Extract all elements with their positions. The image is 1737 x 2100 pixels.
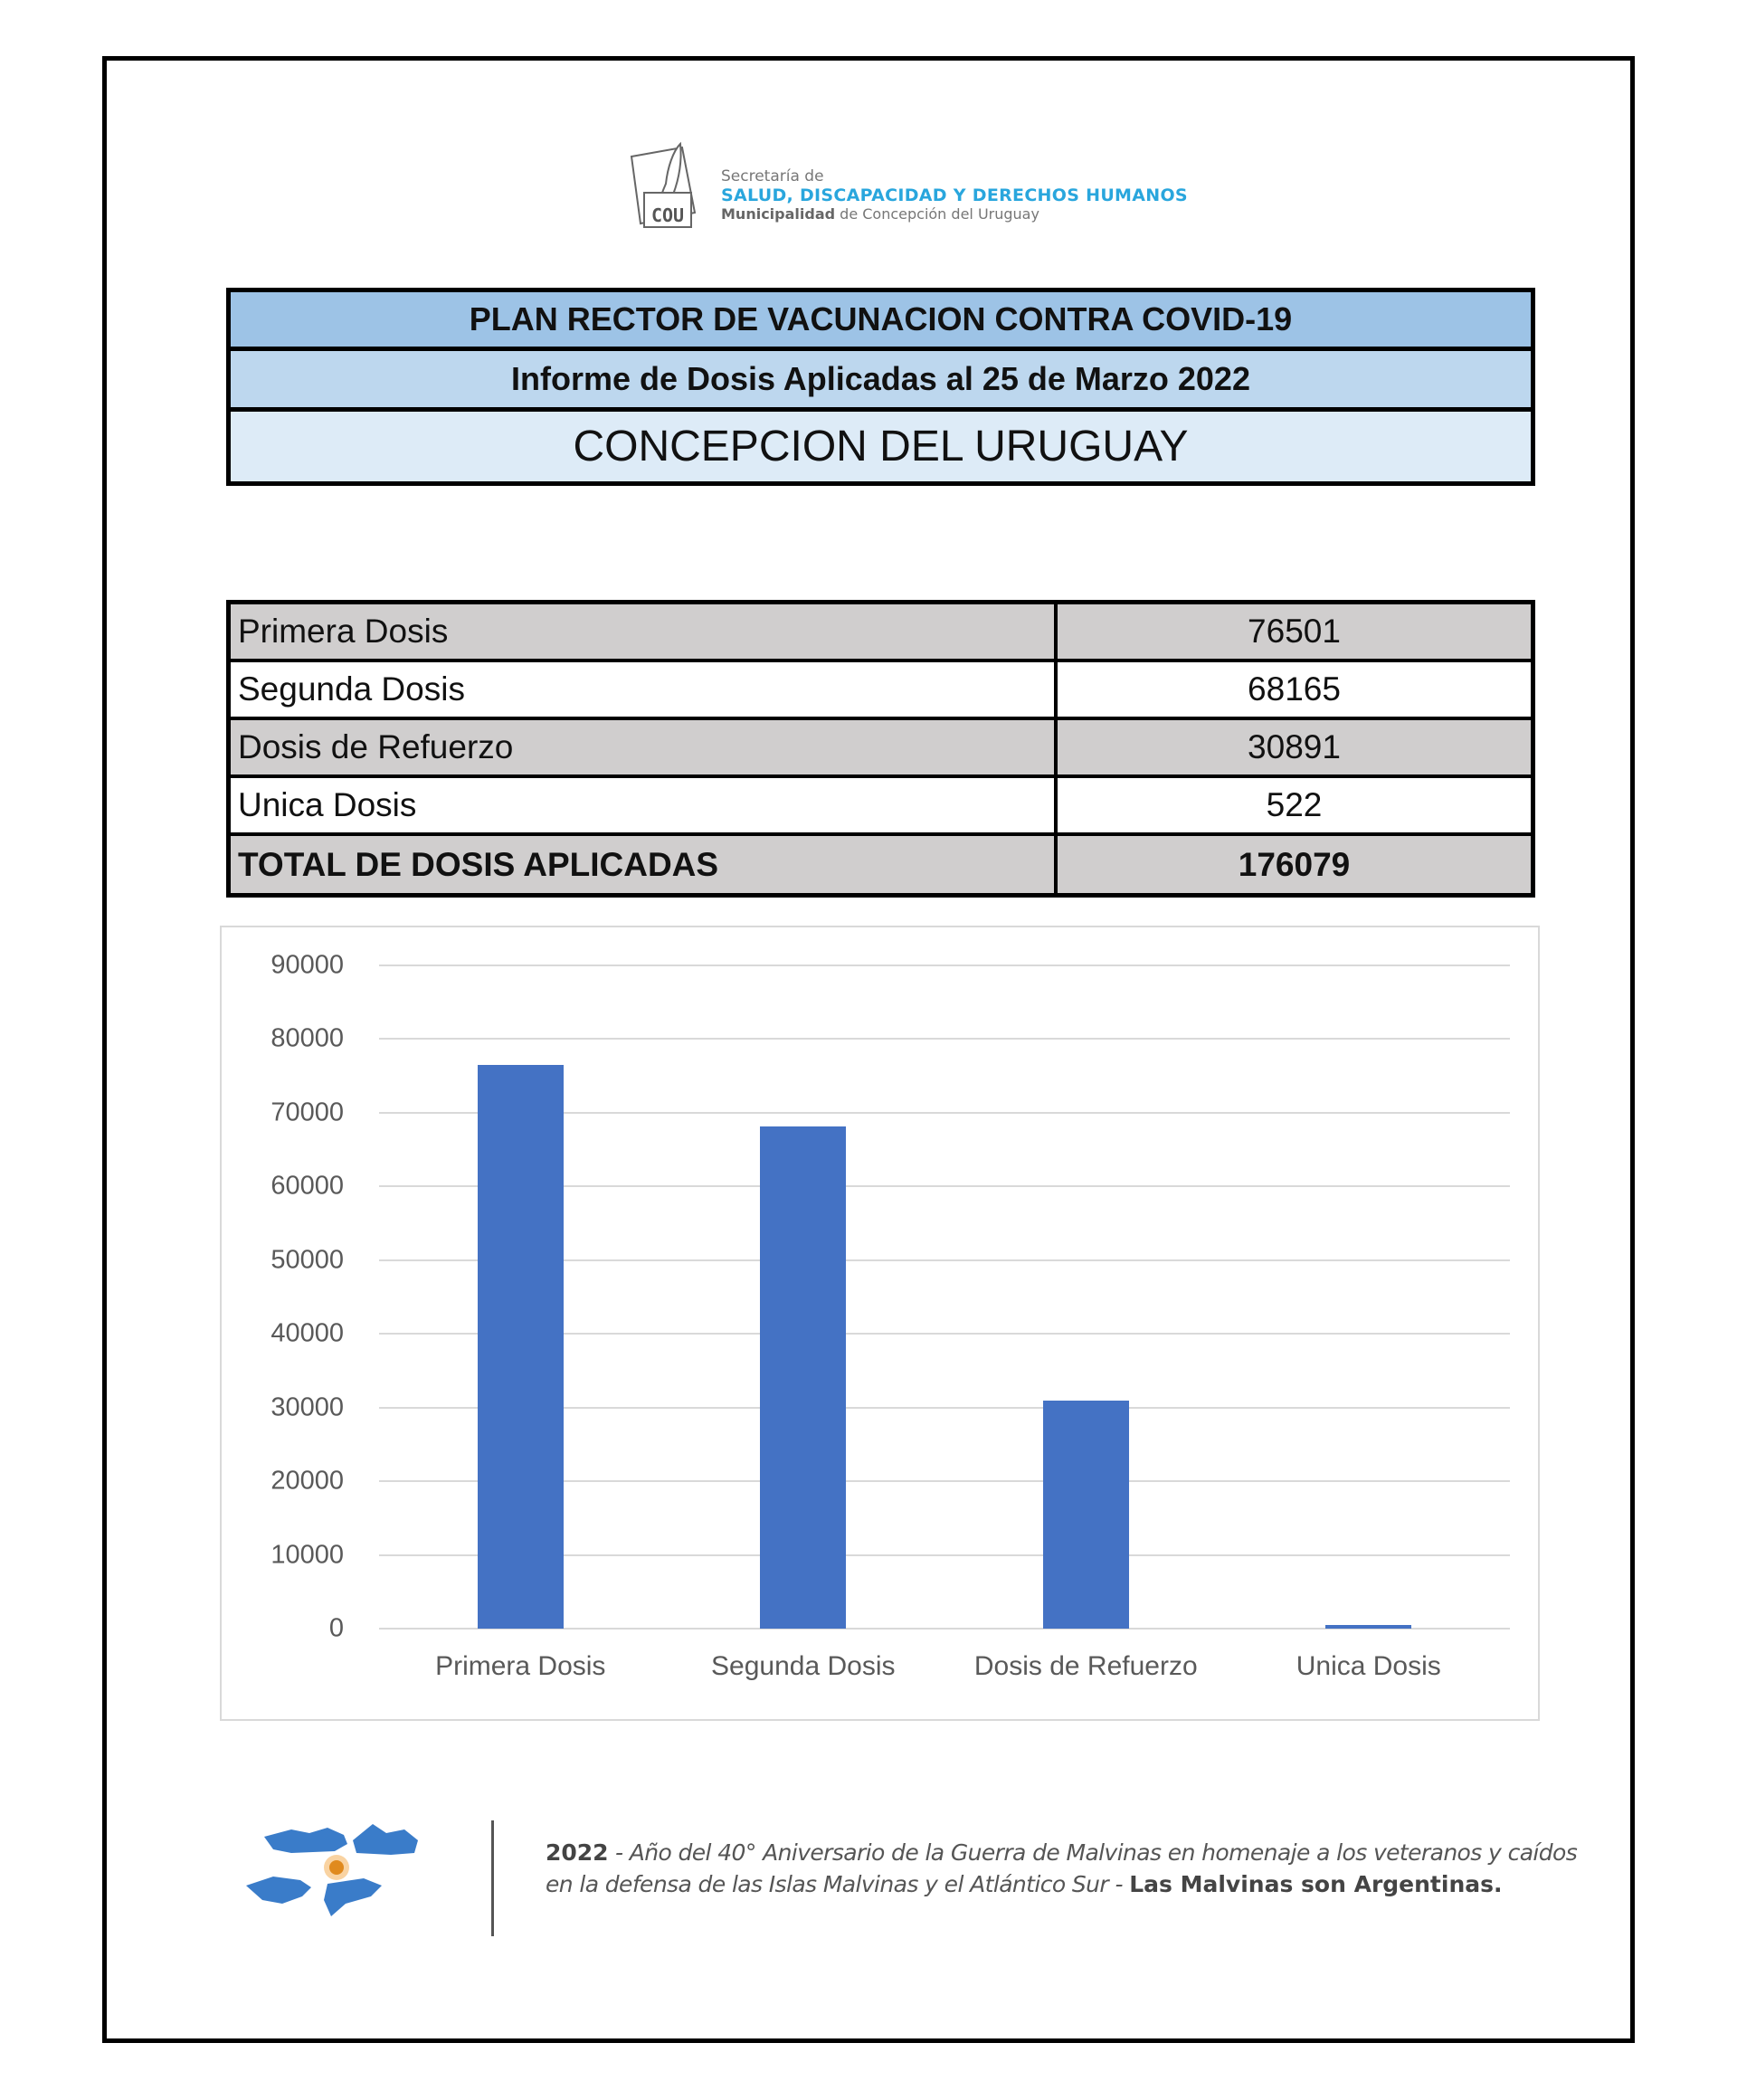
total-value: 176079 (1238, 845, 1351, 883)
secretaria-logo (626, 140, 1241, 231)
row-label: Dosis de Refuerzo (231, 720, 1058, 774)
x-axis-category-label: Segunda Dosis (711, 1651, 896, 1681)
y-axis-tick-label: 60000 (271, 1171, 344, 1201)
y-axis-tick-label: 10000 (271, 1540, 344, 1570)
logo-municipality: Municipalidad de Concepción del Uruguay (721, 205, 1039, 223)
bar-dosis-de-refuerzo (1043, 1401, 1129, 1629)
row-value: 30891 (1248, 728, 1341, 765)
x-axis-category-label: Unica Dosis (1296, 1651, 1441, 1681)
bar-unica-dosis (1325, 1625, 1411, 1629)
table-row (231, 778, 1531, 836)
title-table (226, 288, 1535, 486)
doses-table (226, 600, 1535, 898)
table-row (231, 720, 1531, 778)
plan-title: PLAN RECTOR DE VACUNACION CONTRA COVID-19 (231, 292, 1531, 351)
y-axis-tick-label: 80000 (271, 1023, 344, 1053)
row-label: Unica Dosis (231, 778, 1058, 832)
gridline (379, 1038, 1510, 1040)
table-total-row (231, 836, 1531, 893)
city-name: CONCEPCION DEL URUGUAY (231, 412, 1531, 481)
cou-logo-icon (626, 140, 707, 231)
malvinas-flag-icon (237, 1810, 436, 1927)
row-label: Segunda Dosis (231, 662, 1058, 717)
y-axis-tick-label: 40000 (271, 1318, 344, 1348)
logo-department-name: SALUD, DISCAPACIDAD Y DERECHOS HUMANOS (721, 185, 1188, 205)
table-row (231, 604, 1531, 662)
gridline (379, 964, 1510, 966)
y-axis-tick-label: 90000 (271, 950, 344, 980)
row-value: 522 (1266, 786, 1323, 823)
doses-bar-chart (220, 926, 1540, 1721)
y-axis-tick-label: 0 (328, 1613, 344, 1643)
report-subtitle: Informe de Dosis Aplicadas al 25 de Marzo 2022 (231, 351, 1531, 412)
footer-legend: 2022 - Año del 40° Aniversario de la Guerra de Malvinas en homenaje a los veteranos y caídos en la defensa de las Islas Malvinas y el Atlántico Sur - Las Malvinas son Argentinas. (546, 1839, 1578, 1897)
logo-secretaria-label: Secretaría de (721, 167, 824, 185)
row-value: 76501 (1248, 613, 1341, 650)
x-axis-category-label: Dosis de Refuerzo (973, 1651, 1198, 1681)
y-axis-tick-label: 20000 (271, 1466, 344, 1496)
row-value: 68165 (1248, 670, 1341, 708)
x-axis-category-label: Primera Dosis (435, 1651, 606, 1681)
svg-text:COU: COU (650, 204, 685, 226)
bar-primera-dosis (478, 1065, 564, 1629)
y-axis-tick-label: 50000 (271, 1245, 344, 1275)
y-axis-tick-label: 70000 (271, 1098, 344, 1127)
bar-segunda-dosis (760, 1126, 846, 1629)
row-label: Primera Dosis (231, 604, 1058, 659)
table-row (231, 662, 1531, 720)
footer-divider (491, 1820, 494, 1936)
y-axis-tick-label: 30000 (271, 1392, 344, 1422)
total-label: TOTAL DE DOSIS APLICADAS (231, 836, 1058, 893)
